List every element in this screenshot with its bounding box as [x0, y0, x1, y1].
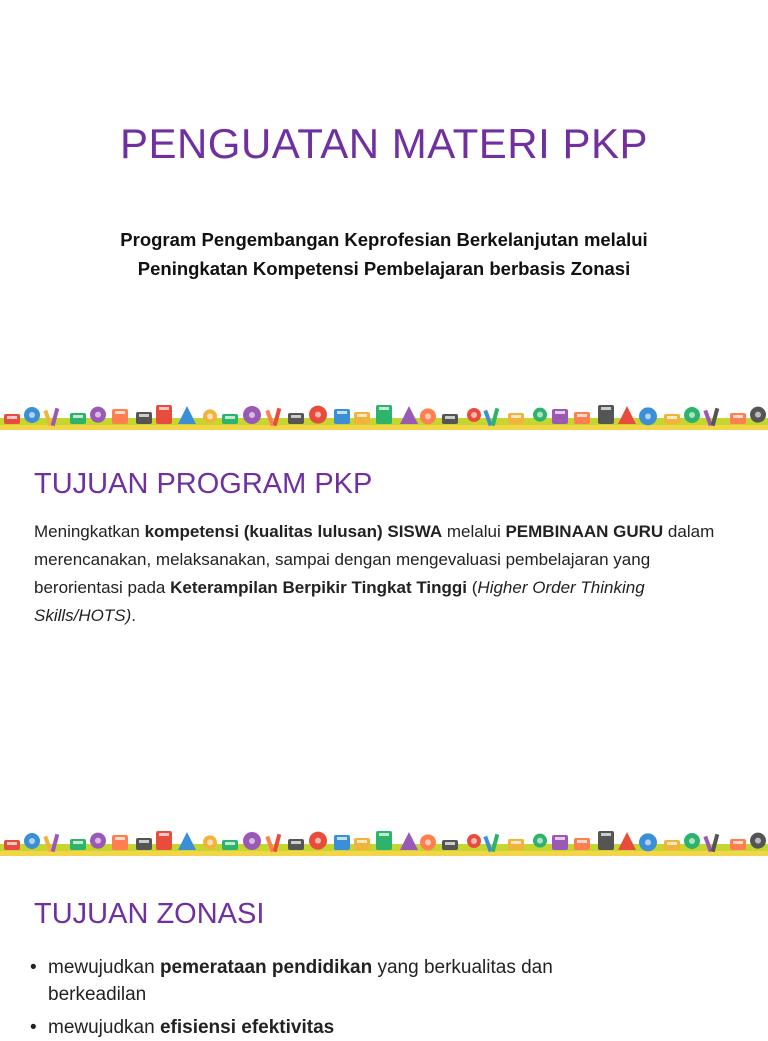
book-icon [4, 840, 20, 850]
text-run: Meningkatkan [34, 522, 145, 541]
triangle-ruler-icon [618, 406, 636, 424]
book-icon [664, 840, 680, 850]
bullet-dot: • [30, 957, 37, 978]
book-icon [664, 414, 680, 424]
globe-icon [684, 407, 700, 423]
text-run: ( [467, 578, 478, 597]
calculator-icon [70, 413, 86, 424]
clock-icon [203, 409, 217, 423]
text-run: yang berkualitas dan [372, 957, 553, 978]
ball-icon [309, 406, 327, 424]
bold-text: PEMBINAAN GURU [505, 522, 664, 541]
laptop-icon [354, 838, 370, 850]
text-run: melalui [442, 522, 506, 541]
ruler-icon [552, 409, 568, 424]
ball-icon [750, 407, 766, 423]
bold-text: efisiensi efektivitas [159, 1017, 335, 1038]
ball-icon [90, 833, 106, 849]
text-run: mewujudkan [48, 1017, 160, 1038]
page-title: PENGUATAN MATERI PKP [119, 120, 649, 167]
laptop-icon [574, 838, 590, 850]
ruler-icon [112, 409, 128, 424]
italic-text: Higher Order Thinking Skills/HOTS) [34, 578, 645, 625]
triangle-ruler-icon [400, 406, 418, 424]
calculator-icon [508, 839, 524, 850]
globe-icon [467, 408, 481, 422]
ruler-icon [112, 835, 128, 850]
slide-tujuan-zonasi [0, 858, 768, 1038]
globe-icon [24, 833, 40, 849]
laptop-icon [136, 412, 152, 424]
paint-palette-icon [598, 831, 614, 850]
calculator-icon [288, 413, 304, 424]
ball-icon [533, 408, 547, 422]
globe-icon [467, 834, 481, 848]
clock-icon [639, 407, 657, 425]
section-title: TUJUAN ZONASI [34, 898, 265, 930]
paint-palette-icon [156, 831, 172, 850]
subtitle-line-2: Peningkatan Kompetensi Pembelajaran berbasis Zonasi [137, 258, 631, 279]
triangle-ruler-icon [400, 832, 418, 850]
ball-icon [533, 834, 547, 848]
clock-icon [420, 408, 436, 424]
section-title: TUJUAN PROGRAM PKP [34, 468, 373, 500]
book-icon [4, 414, 20, 424]
paint-palette-icon [156, 405, 172, 424]
text-run: berkeadilan [48, 984, 147, 1005]
laptop-icon [574, 412, 590, 424]
bold-text: kompetensi (kualitas lulusan) SISWA [144, 522, 443, 541]
ruler-icon [552, 835, 568, 850]
ruler-icon [334, 409, 350, 424]
text-run: . [131, 606, 137, 625]
bold-text: Keterampilan Berpikir Tingkat Tinggi [170, 578, 468, 597]
bold-text: pemerataan pendidikan [159, 957, 373, 978]
slide-tujuan-program [0, 432, 768, 856]
paint-palette-icon [598, 405, 614, 424]
paint-palette-icon [376, 405, 392, 424]
laptop-icon [136, 838, 152, 850]
ruler-icon [334, 835, 350, 850]
book-icon [442, 840, 458, 850]
book-icon [442, 414, 458, 424]
text-run: dalam merencanakan, melaksanakan, sampai dengan mengevaluasi pembelajaran yang berorientasi pada [34, 522, 715, 597]
clock-icon [420, 834, 436, 850]
subtitle-line-1: Program Pengembangan Keprofesian Berkelanjutan melalui [120, 229, 648, 250]
subtitle [40, 225, 728, 283]
triangle-ruler-icon [178, 832, 196, 850]
border-graphic [0, 396, 768, 436]
slide-title [0, 0, 768, 430]
bullet-item [30, 954, 730, 1008]
paint-palette-icon [376, 831, 392, 850]
school-supplies-border [0, 396, 768, 436]
ball-icon [90, 407, 106, 423]
calculator-icon [288, 839, 304, 850]
globe-icon [243, 406, 261, 424]
bullet-item [30, 1014, 730, 1041]
globe-icon [243, 832, 261, 850]
book-icon [222, 840, 238, 850]
calculator-icon [508, 413, 524, 424]
calculator-icon [70, 839, 86, 850]
body-paragraph [34, 518, 739, 630]
bullet-dot: • [30, 1017, 37, 1038]
globe-icon [24, 407, 40, 423]
triangle-ruler-icon [178, 406, 196, 424]
clock-icon [203, 835, 217, 849]
school-supplies-border [0, 822, 768, 862]
text-run: mewujudkan [48, 957, 160, 978]
clock-icon [639, 833, 657, 851]
book-icon [222, 414, 238, 424]
ball-icon [309, 832, 327, 850]
ball-icon [750, 833, 766, 849]
calculator-icon [730, 839, 746, 850]
triangle-ruler-icon [618, 832, 636, 850]
calculator-icon [730, 413, 746, 424]
border-graphic [0, 822, 768, 862]
laptop-icon [354, 412, 370, 424]
globe-icon [684, 833, 700, 849]
